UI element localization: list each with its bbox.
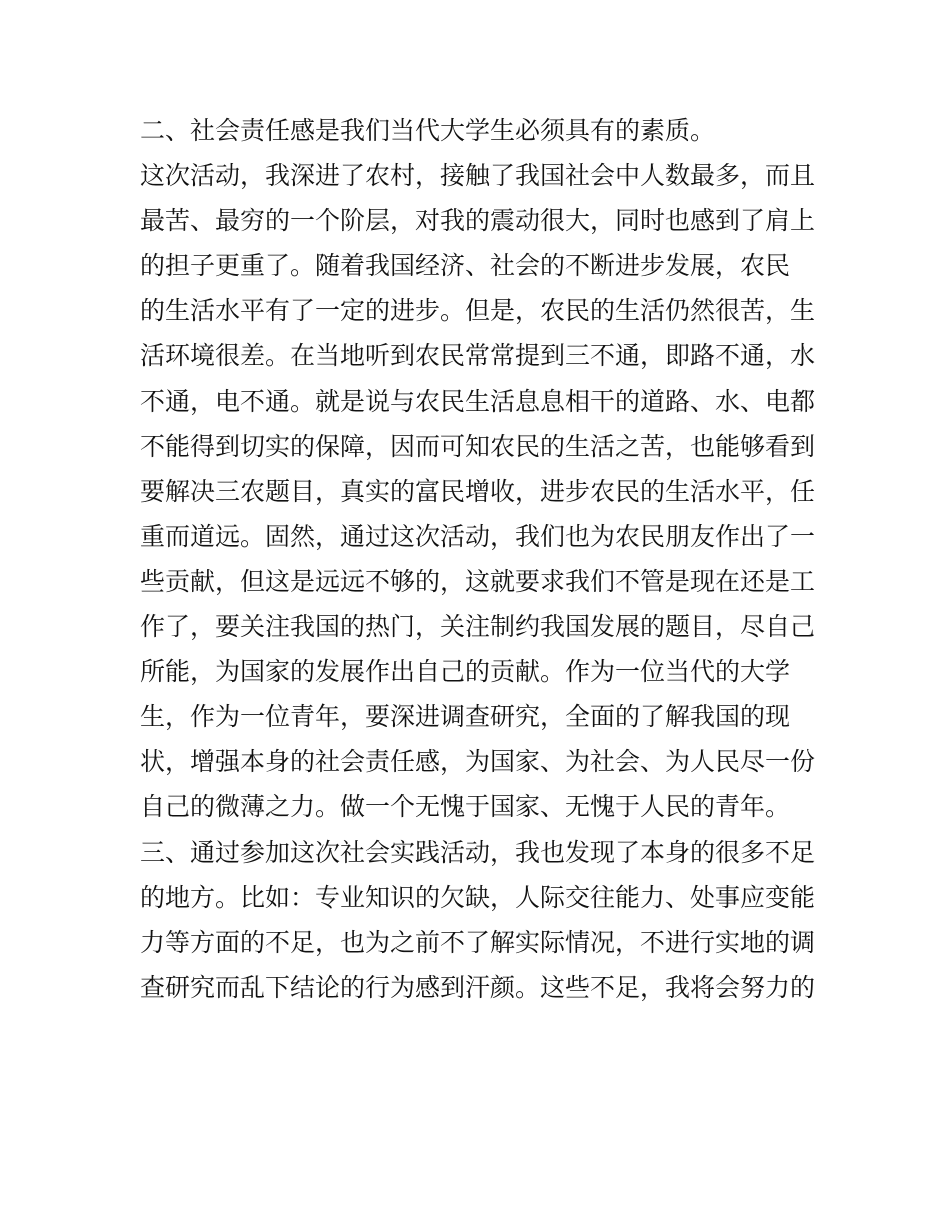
text-line: 最苦、最穷的一个阶层，对我的震动很大，同时也感到了肩上 <box>140 206 816 236</box>
text-line: 不能得到切实的保障，因而可知农民的生活之苦，也能够看到 <box>140 431 816 461</box>
text-line: 三、通过参加这次社会实践活动，我也发现了本身的很多不足 <box>140 837 816 867</box>
text-line: 力等方面的不足，也为之前不了解实际情况，不进行实地的调 <box>140 927 816 957</box>
body-text <box>140 108 830 1010</box>
text-line: 状，增强本身的社会责任感，为国家、为社会、为人民尽一份 <box>140 747 816 777</box>
text-line: 二、社会责任感是我们当代大学生必须具有的素质。 <box>140 116 716 145</box>
text-line: 要解决三农题目，真实的富民增收，进步农民的生活水平，任 <box>140 476 816 506</box>
text-line: 活环境很差。在当地听到农民常常提到三不通，即路不通，水 <box>140 341 816 371</box>
text-line: 自己的微薄之力。做一个无愧于国家、无愧于人民的青年。 <box>140 792 791 822</box>
text-line: 的生活水平有了一定的进步。但是，农民的生活仍然很苦，生 <box>140 296 816 326</box>
text-line: 重而道远。固然，通过这次活动，我们也为农民朋友作出了一 <box>140 521 816 551</box>
text-line: 的担子更重了。随着我国经济、社会的不断进步发展，农民 <box>140 251 791 281</box>
text-line: 生，作为一位青年，要深进调查研究，全面的了解我国的现 <box>140 702 791 732</box>
text-line: 些贡献，但这是远远不够的，这就要求我们不管是现在还是工 <box>140 566 816 596</box>
text-line: 不通，电不通。就是说与农民生活息息相干的道路、水、电都 <box>140 386 816 416</box>
text-line: 查研究而乱下结论的行为感到汗颜。这些不足，我将会努力的 <box>140 972 816 1002</box>
text-line: 所能，为国家的发展作出自己的贡献。作为一位当代的大学 <box>140 657 791 687</box>
text-line: 这次活动，我深进了农村，接触了我国社会中人数最多，而且 <box>140 161 816 191</box>
text-line: 作了，要关注我国的热门，关注制约我国发展的题目，尽自己 <box>140 612 816 642</box>
text-line: 的地方。比如：专业知识的欠缺，人际交往能力、处事应变能 <box>140 882 816 912</box>
